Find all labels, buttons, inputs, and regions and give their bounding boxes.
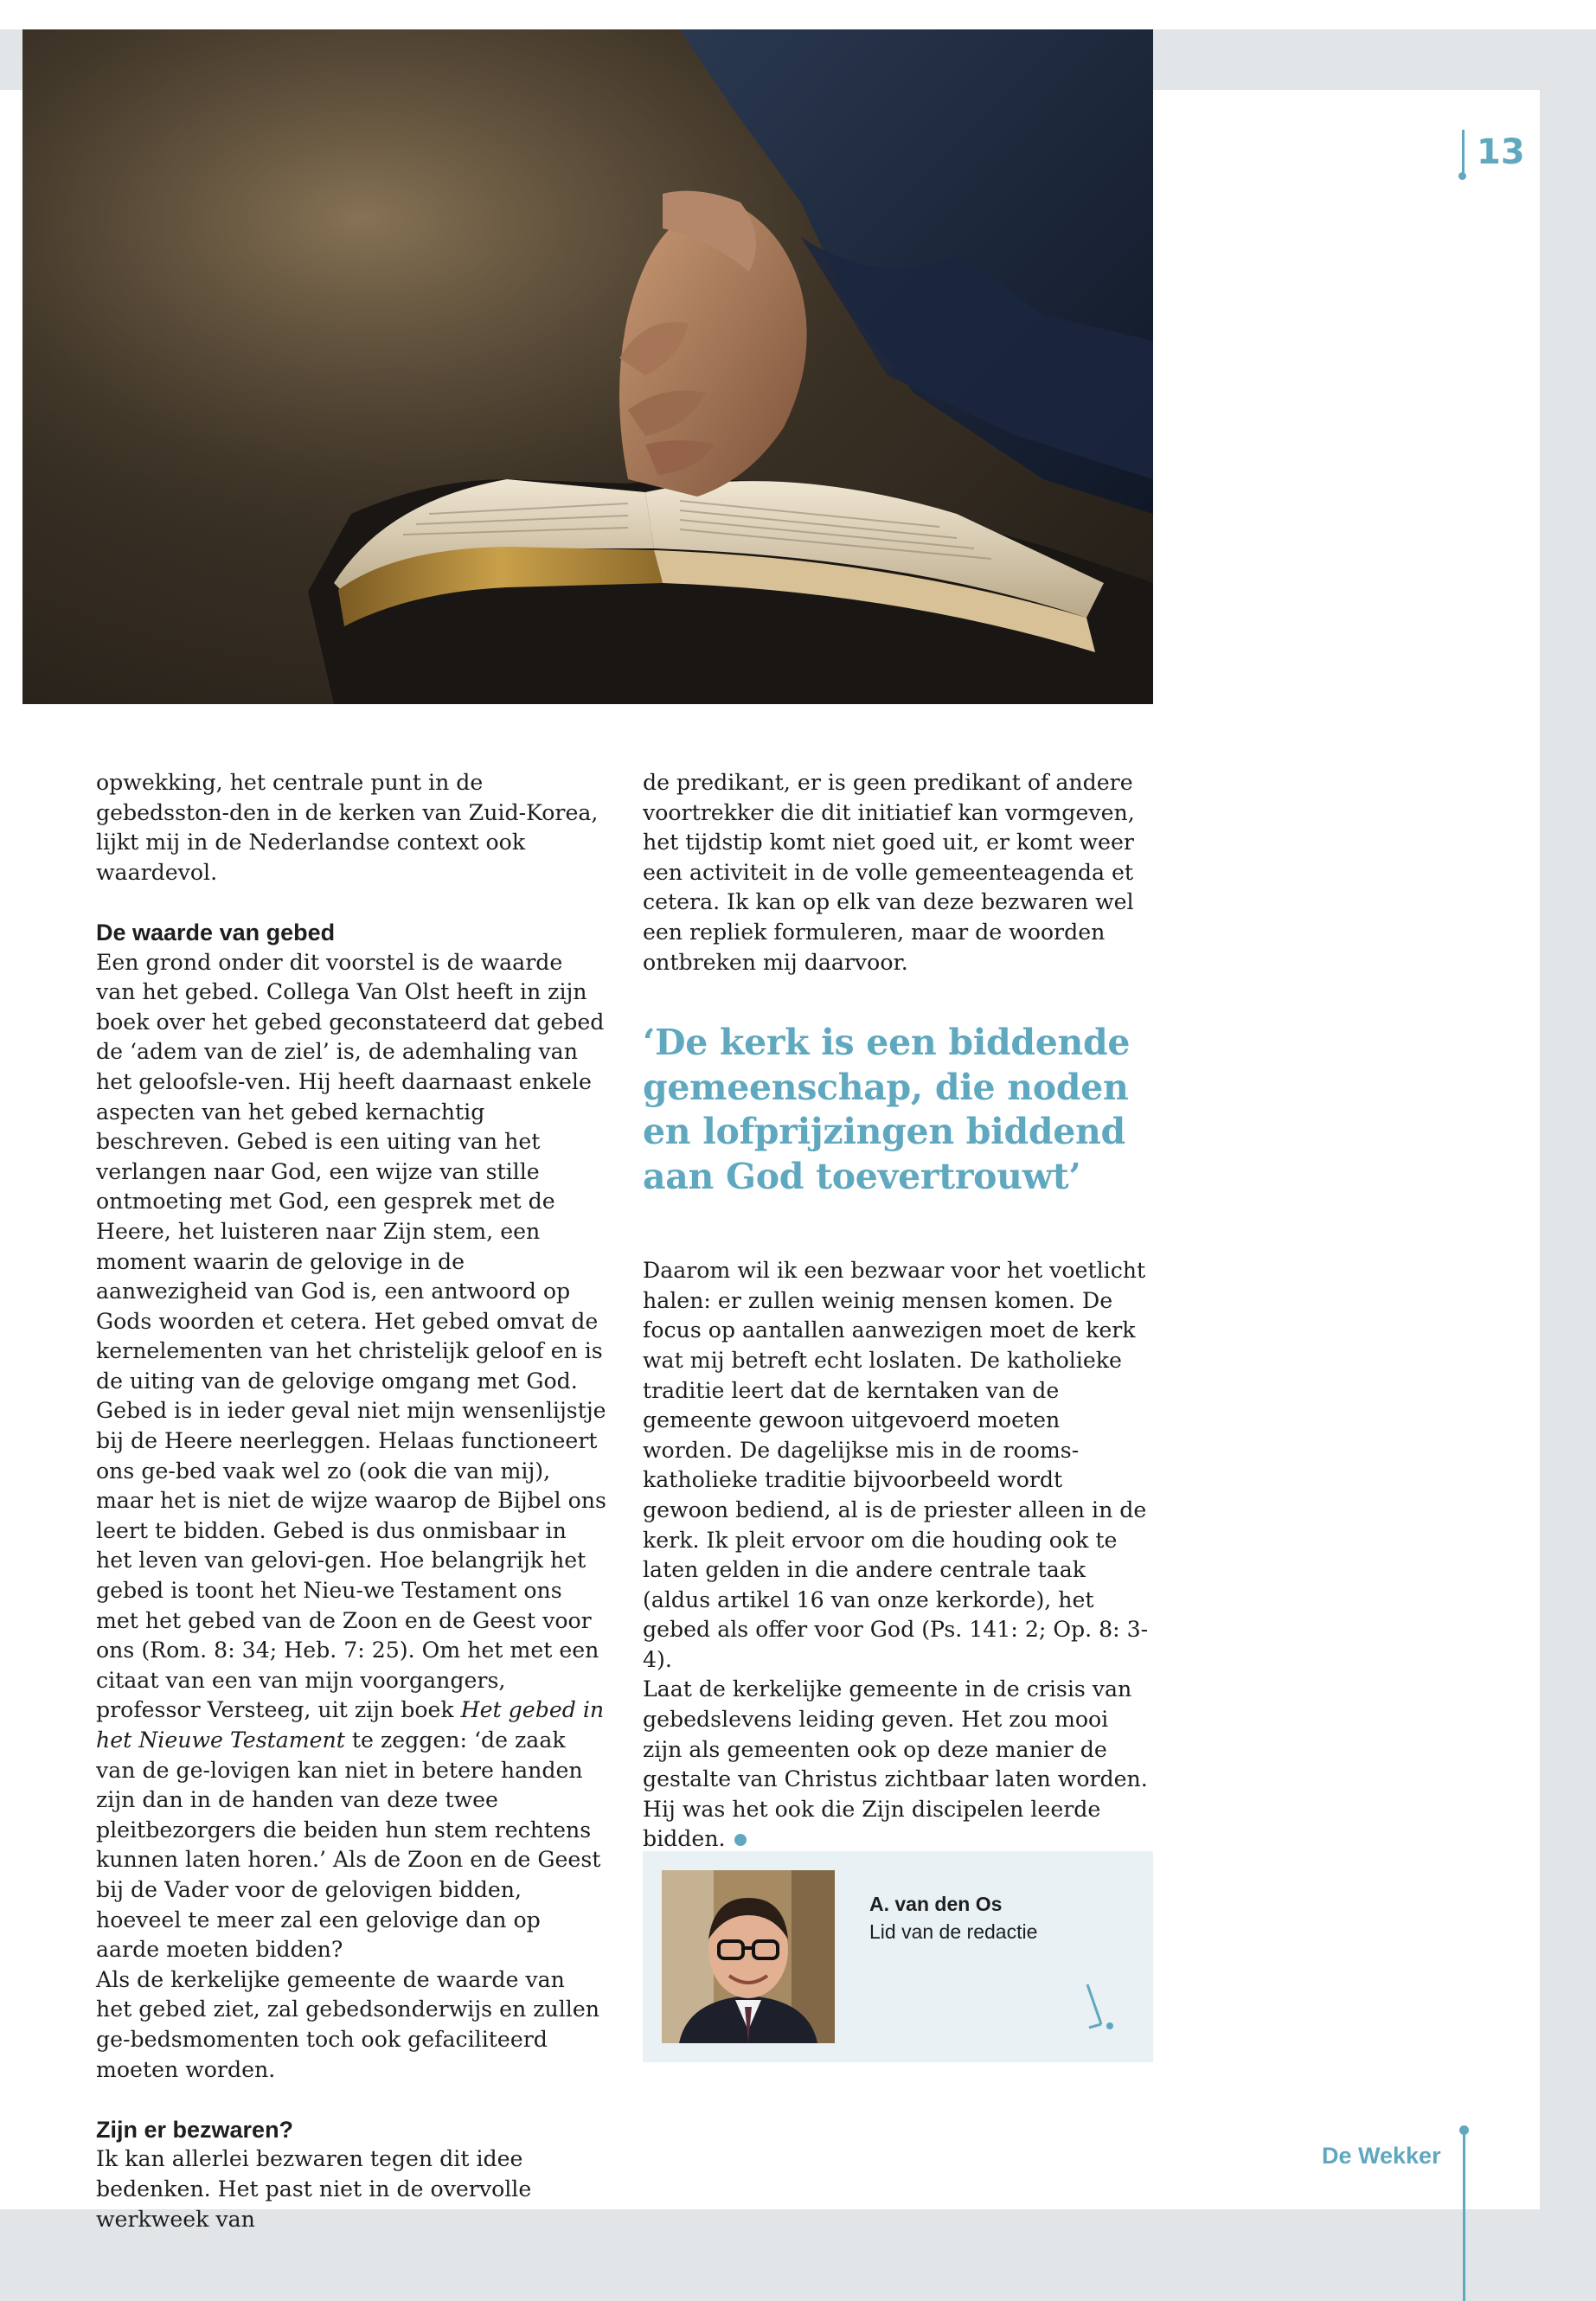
pen-mark-icon bbox=[1084, 1981, 1118, 2033]
author-box bbox=[643, 1851, 1153, 2062]
book-title: Het gebed in het Nieuwe Testament bbox=[96, 1697, 605, 1753]
page-number: 13 bbox=[1462, 130, 1525, 175]
end-mark-icon bbox=[734, 1834, 747, 1846]
closing-paragraph bbox=[643, 1675, 1153, 1855]
article-photo bbox=[22, 29, 1153, 704]
body-paragraph: Daarom wil ik een bezwaar voor het voetlicht halen: er zullen weinig mensen komen. De focus op aantallen aanwezigen moet de kerk wat mij betreft echt loslaten. De katholieke traditie leert dat de kerntaken van de gemeente gewoon uitgevoerd moeten worden. De dagelijkse mis in de rooms-katholieke traditie bijvoorbeeld wordt gewoon bediend, al is de priester alleen in de kerk. Ik pleit ervoor om die houding ook te laten gelden in die andere centrale taak (aldus artikel 16 van onze kerkorde), het gebed als offer voor God (Ps. 141: 2; Op. 8: 3-4). bbox=[643, 1258, 1149, 1672]
praying-hands-bible-illustration bbox=[22, 29, 1153, 704]
section-heading-objections: Zijn er bezwaren? bbox=[96, 2116, 294, 2143]
body-paragraph: Ik kan allerlei bezwaren tegen dit idee bedenken. Het past niet in de overvolle werkweek van bbox=[96, 2146, 532, 2232]
body-text: Een grond onder dit voorstel is de waarde van het gebed. Collega Van Olst heeft in zijn boek over het gebed geconstateerd dat gebed de ‘adem van de ziel’ is, de ademhaling van het geloofsle-ven. Hij heeft daarnaast enkele aspecten van het gebed kernachtig beschreven. Gebed is een uiting van het verlangen naar God, een wijze van stille ontmoeting met God, een gesprek met de Heere, het luisteren naar Zijn stem, een moment waarin de gelovige in de aanwezigheid van God is, een antwoord op Gods woorden et cetera. Het gebed omvat de kernelementen van het christelijk geloof en is de uiting van de gelovige omgang met God. Gebed is in ieder geval niet mijn wensenlijstje bij de Heere neerleggen. Helaas functioneert ons ge-bed vaak wel zo (ook die van mij), maar het is niet de wijze waarop de Bijbel ons leert te bidden. Gebed is dus onmisbaar in het leven van gelovi-gen. Hoe belangrijk het gebed is toont het Nieu-we Testament ons met het gebed van de Zoon en de Geest voor ons (Rom. 8: 34; Heb. 7: 25). Om het met een citaat van een van mijn voorgangers, professor Versteeg, uit zijn boek bbox=[96, 949, 606, 1723]
author-portrait bbox=[662, 1870, 835, 2043]
intro-paragraph: opwekking, het centrale punt in de gebedsston-den in de kerken van Zuid-Korea, lijkt mij in de Nederlandse context ook waardevol. bbox=[96, 770, 599, 885]
magazine-brand: De Wekker bbox=[1322, 2143, 1441, 2169]
section-heading-value-of-prayer: De waarde van gebed bbox=[96, 919, 336, 945]
footer-marker-line bbox=[1463, 2130, 1465, 2301]
author-portrait-illustration bbox=[662, 1870, 835, 2043]
right-grey-band bbox=[1540, 29, 1596, 2270]
body-text: Laat de kerkelijke gemeente in de crisis van gebedslevens leiding geven. Het zou mooi zijn als gemeenten ook op deze manier de gestalte van Christus zichtbaar laten worden. Hij was het ook die Zijn discipelen leerde bidden. bbox=[643, 1676, 1148, 1852]
body-paragraph: de predikant, er is geen predikant of andere voortrekker die dit initiatief kan vormgeven, het tijdstip komt niet goed uit, er komt weer een activiteit in de volle gemeenteagenda et cetera. Ik kan op elk van deze bezwaren wel een repliek formuleren, maar de woorden ontbreken mij daarvoor. bbox=[643, 770, 1135, 975]
body-paragraph bbox=[96, 948, 606, 1965]
author-role: Lid van de redactie bbox=[869, 1920, 1038, 1943]
body-paragraph: Als de kerkelijke gemeente de waarde van het gebed ziet, zal gebedsonderwijs en zullen ge-bedsmomenten toch ook gefaciliteerd moeten worden. bbox=[96, 1966, 599, 2082]
article-left-column bbox=[96, 768, 606, 2234]
paragraph-gap bbox=[96, 2085, 606, 2115]
body-text: te zeggen: ‘de zaak van de ge-lovigen kan niet in betere handen zijn dan in de handen van deze twee pleitbezorgers die beiden hun stem rechtens kunnen laten horen.’ Als de Zoon en de Geest bij de Vader voor de gelovigen bidden, hoeveel te meer zal een gelovige dan op aarde moeten bidden? bbox=[96, 1727, 601, 1963]
article-right-column bbox=[643, 768, 1153, 1855]
pull-quote: ‘De kerk is een biddende gemeenschap, die noden en lofprijzingen biddend aan God toevertrouwt’ bbox=[643, 1022, 1131, 1197]
paragraph-gap bbox=[96, 888, 606, 918]
author-name: A. van den Os bbox=[869, 1893, 1003, 1915]
